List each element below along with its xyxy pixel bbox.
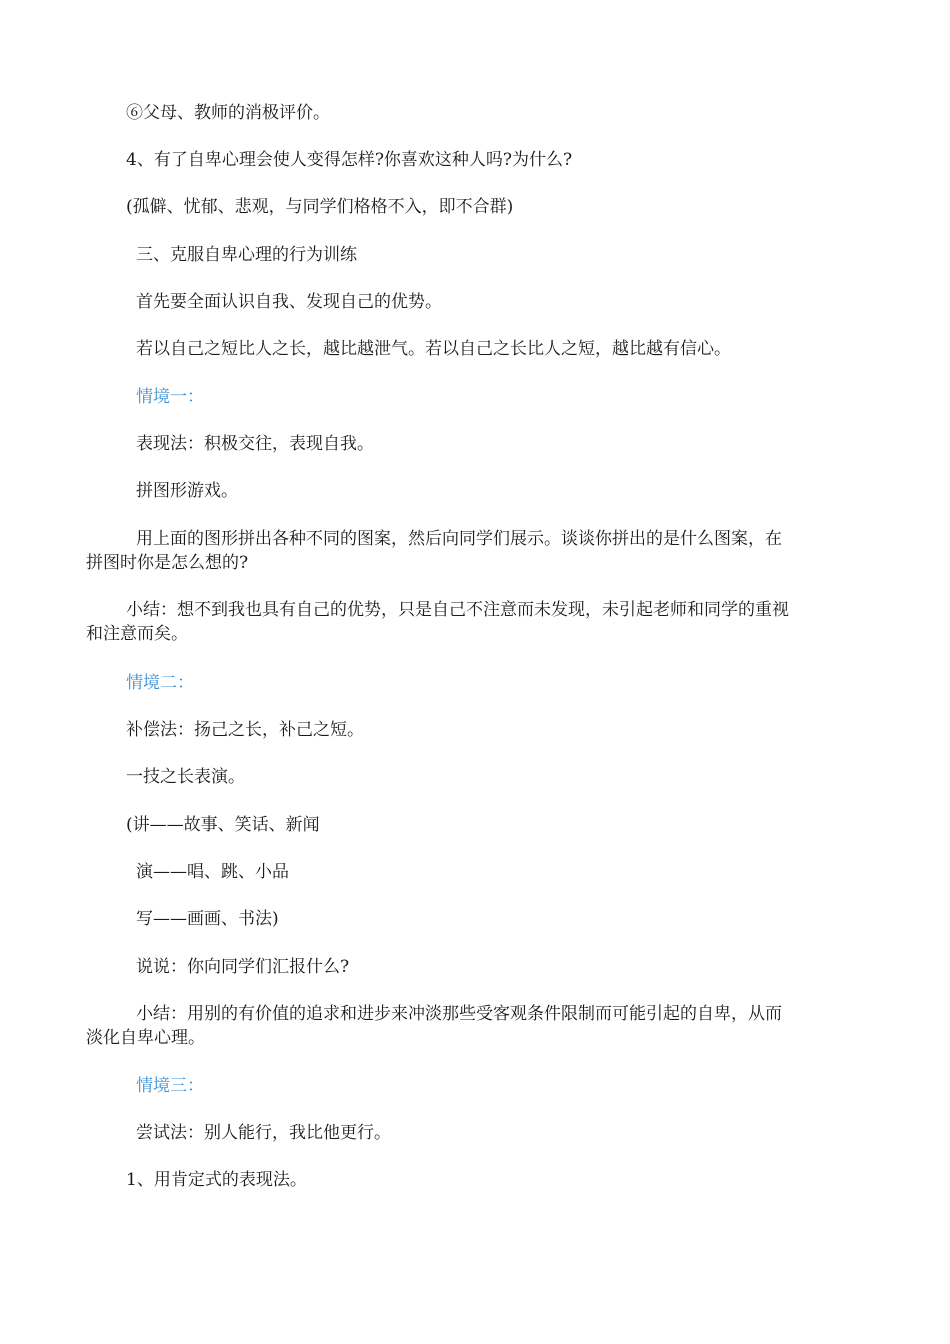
section-title-3: 三、克服自卑心理的行为训练 bbox=[136, 245, 357, 265]
paragraph-report: 说说：你向同学们汇报什么? bbox=[136, 957, 350, 977]
paragraph-answer-4: (孤僻、忧郁、悲观，与同学们格格不入，即不合群) bbox=[126, 197, 514, 217]
paragraph-puzzle-instructions-line-2: 拼图时你是怎么想的? bbox=[86, 553, 249, 573]
paragraph-write-items: 写——画画、书法) bbox=[136, 909, 279, 929]
paragraph-summary-2-line-2: 淡化自卑心理。 bbox=[86, 1028, 205, 1048]
paragraph-summary-1-line-1: 小结：想不到我也具有自己的优势，只是自己不注意而未发现，未引起老师和同学的重视 bbox=[126, 600, 789, 620]
paragraph-summary-1-line-2: 和注意而矣。 bbox=[86, 624, 188, 644]
paragraph-talk-items: (讲——故事、笑话、新闻 bbox=[126, 815, 320, 835]
heading-situation-3: 情境三： bbox=[136, 1076, 204, 1096]
paragraph-compensation-method: 补偿法：扬己之长，补己之短。 bbox=[126, 720, 364, 740]
heading-situation-1: 情境一： bbox=[136, 387, 204, 407]
heading-situation-2: 情境二： bbox=[126, 673, 194, 693]
paragraph-perform-items: 演——唱、跳、小品 bbox=[136, 862, 289, 882]
paragraph-know-self: 首先要全面认识自我、发现自己的优势。 bbox=[136, 292, 442, 312]
paragraph-affirmative-expression: 1、用肯定式的表现法。 bbox=[126, 1170, 307, 1190]
paragraph-expression-method: 表现法：积极交往，表现自我。 bbox=[136, 434, 374, 454]
paragraph-compare: 若以自己之短比人之长，越比越泄气。若以自己之长比人之短，越比越有信心。 bbox=[136, 339, 731, 359]
paragraph-summary-2-line-1: 小结：用别的有价值的追求和进步来冲淡那些受客观条件限制而可能引起的自卑，从而 bbox=[136, 1004, 782, 1024]
paragraph-question-4: 4、有了自卑心理会使人变得怎样?你喜欢这种人吗?为什么? bbox=[126, 150, 573, 170]
paragraph-negative-evaluation: ⑥父母、教师的消极评价。 bbox=[126, 103, 330, 123]
paragraph-trial-method: 尝试法：别人能行，我比他更行。 bbox=[136, 1123, 391, 1143]
paragraph-puzzle-instructions-line-1: 用上面的图形拼出各种不同的图案，然后向同学们展示。谈谈你拼出的是什么图案，在 bbox=[136, 529, 782, 549]
paragraph-talent-show: 一技之长表演。 bbox=[126, 767, 245, 787]
paragraph-puzzle-game: 拼图形游戏。 bbox=[136, 481, 238, 501]
